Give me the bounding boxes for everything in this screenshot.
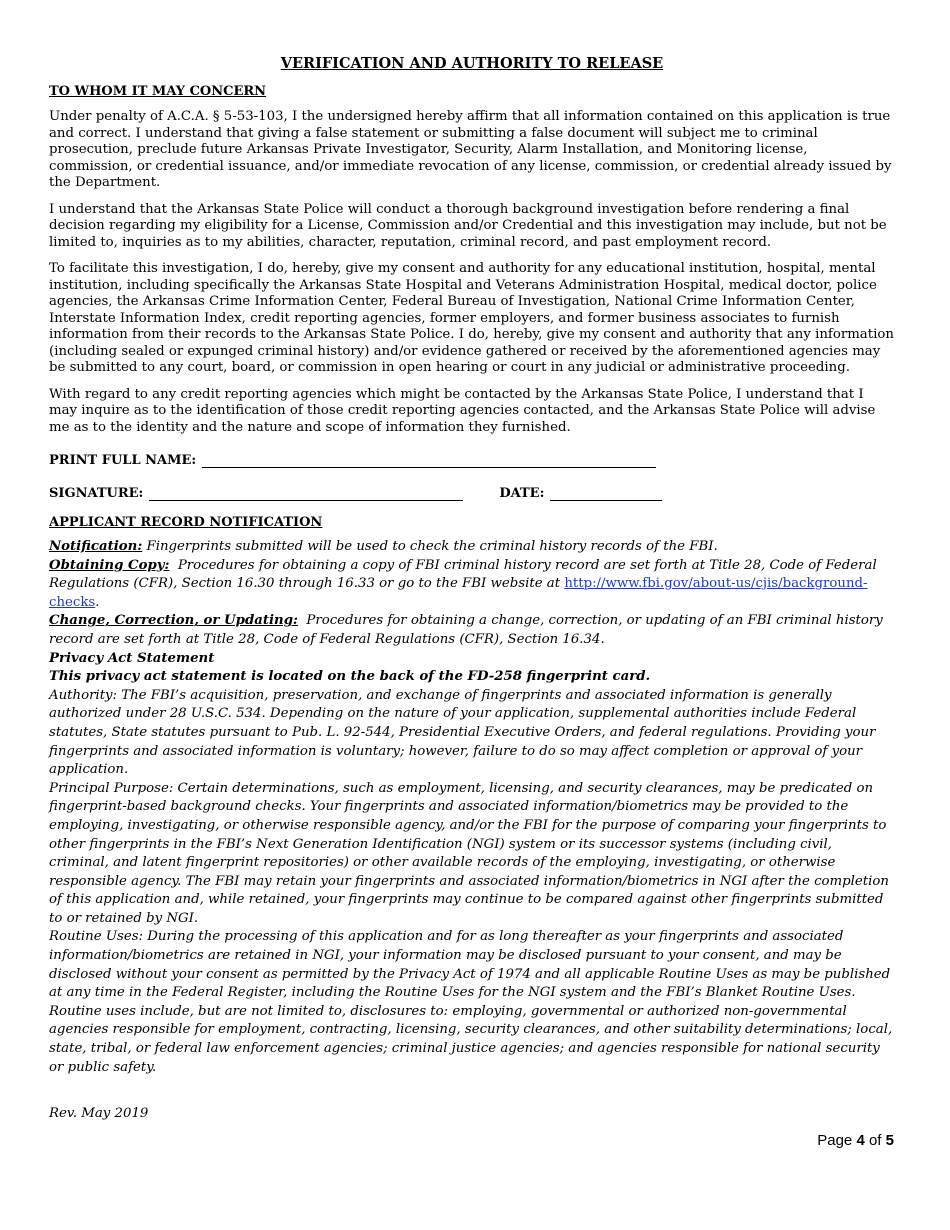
fbi-notice — [49, 538, 895, 1077]
signature-input[interactable] — [149, 486, 463, 501]
concern-heading: TO WHOM IT MAY CONCERN — [49, 84, 267, 99]
routine-uses-text: Routine Uses: During the processing of this application and for as long thereafter as your fingerprints and associated information/biometrics are retained in NGI, your information may be disclosed pursuant to your consent, and may be disclosed without your consent as permitted by the Privacy Act of 1974 and all applicable Routine Uses as may be published at any time in the Federal Register, including the Routine Uses for the NGI system and the FBI’s Blanket Routine Uses. Routine uses include, but are not limited to, disclosures to: employing, governmental or authorized non-governmental agencies responsible for employment, contracting, licensing, security clearances, and other suitability determinations; local, state, tribal, or federal law enforcement agencies; criminal justice agencies; and agencies responsible for national security or public safety. — [49, 929, 893, 1075]
page-prefix: Page — [817, 1132, 853, 1149]
change-correction-text: Procedures for obtaining a change, correction, or updating of an FBI criminal history record are set forth at Title 28, Code of Federal Regulations (CFR), Section 16.34. — [49, 613, 883, 647]
investigation-paragraph: I understand that the Arkansas State Police will conduct a thorough background investigation before rendering a final decision regarding my eligibility for a License, Commission and/or Credential and this investigation may include, but not be limited to, inquiries as to my abilities, character, reputation, criminal record, and past employment record. — [49, 201, 887, 250]
print-name-input[interactable] — [202, 453, 656, 468]
consent-paragraph: To facilitate this investigation, I do, hereby, give my consent and authority for any educational institution, hospital, mental institution, including specifically the Arkansas State Hospital and Veterans Administration Hospital, medical doctor, police agencies, the Arkansas Crime Information Center, Federal Bureau of Investigation, National Crime Information Center, Interstate Information Index, credit reporting agencies, former employers, and former business associates to furnish information from their records to the Arkansas State Police. I do, hereby, give my consent and authority that any information (including sealed or expunged criminal history) and/or evidence gathered or received by the aforementioned agencies may be submitted to any court, board, or commission in open hearing or court in any judicial or administrative proceeding. — [49, 261, 894, 375]
signature-date-row — [49, 481, 895, 501]
affirmation-paragraph: Under penalty of A.C.A. § 5-53-103, I the undersigned hereby affirm that all information contained on this application is true and correct. I understand that giving a false statement or submitting a false document will subject me to criminal prosecution, preclude future Arkansas Private Investigator, Security, Alarm Installation, and Monitoring license, commission, or credential issuance, and/or immediate revocation of any license, commission, or credential already issued by the Department. — [49, 109, 892, 190]
fbi-website-link[interactable]: http://www.fbi.gov/about-us/cjis/background-checks — [49, 576, 868, 610]
notification-text: Fingerprints submitted will be used to check the criminal history records of the FBI. — [146, 539, 718, 554]
privacy-act-heading: Privacy Act Statement — [49, 650, 215, 666]
page-title: VERIFICATION AND AUTHORITY TO RELEASE — [280, 55, 664, 72]
notification-label: Notification: — [49, 539, 143, 554]
obtaining-copy-text: Procedures for obtaining a copy of FBI criminal history record are set forth at Title 28, Code of Federal Regulations (CFR), Section 16.30 through 16.33 or go to the FBI website at — [49, 557, 877, 592]
obtaining-copy-label: Obtaining Copy: — [49, 557, 170, 573]
signature-label: SIGNATURE: — [49, 486, 144, 501]
privacy-act-location: This privacy act statement is located on the back of the FD-258 fingerprint card. — [49, 669, 651, 685]
applicant-record-heading: APPLICANT RECORD NOTIFICATION — [49, 515, 323, 530]
document-page — [49, 55, 895, 1077]
page-current: 4 — [856, 1132, 865, 1149]
revision-date: Rev. May 2019 — [49, 1106, 149, 1121]
obtaining-copy-item: Obtaining Copy: Procedures for obtaining a copy of FBI criminal history record are set forth at Title 28, Code of Federal Regulations (CFR), Section 16.30 through 16.33 or go to the FBI website at http://www.fbi.gov/about-us/cjis/background-checks. — [49, 557, 877, 610]
print-name-row — [49, 448, 895, 468]
page-total: 5 — [885, 1132, 894, 1149]
authority-text: Authority: The FBI’s acquisition, preservation, and exchange of fingerprints and associated information is generally authorized under 28 U.S.C. 534. Depending on the nature of your application, supplemental authorities include Federal statutes, State statutes pursuant to Pub. L. 92-544, Presidential Executive Orders, and federal regulations. Providing your fingerprints and associated information is voluntary; however, failure to do so may affect completion or approval of your application. — [49, 687, 876, 778]
date-label: DATE: — [499, 486, 545, 501]
change-correction-label: Change, Correction, or Updating: — [49, 613, 298, 629]
notification-item — [49, 538, 895, 557]
page-number — [817, 1132, 894, 1149]
print-name-label: PRINT FULL NAME: — [49, 453, 197, 468]
page-of: of — [868, 1132, 882, 1149]
principal-purpose-text: Principal Purpose: Certain determinations, such as employment, licensing, and security clearances, may be predicated on fingerprint-based background checks. Your fingerprints and associated information/biometrics may be provided to the employing, investigating, or otherwise responsible agency, and/or the FBI for the purpose of comparing your fingerprints to other fingerprints in the FBI’s Next Generation Identification (NGI) system or its successor systems (including civil, criminal, and latent fingerprint repositories) or other available records of the employing, investigating, or otherwise responsible agency. The FBI may retain your fingerprints and associated information/biometrics in NGI after the completion of this application and, while retained, your fingerprints may continue to be compared against other fingerprints submitted to or retained by NGI. — [49, 780, 889, 926]
date-input[interactable] — [550, 486, 662, 501]
credit-agencies-paragraph: With regard to any credit reporting agencies which might be contacted by the Arkansas State Police, I understand that I may inquire as to the identification of those credit reporting agencies contacted, and the Arkansas State Police will advise me as to the identity and the nature and scope of information they furnished. — [49, 386, 876, 435]
change-correction-item — [49, 612, 895, 649]
